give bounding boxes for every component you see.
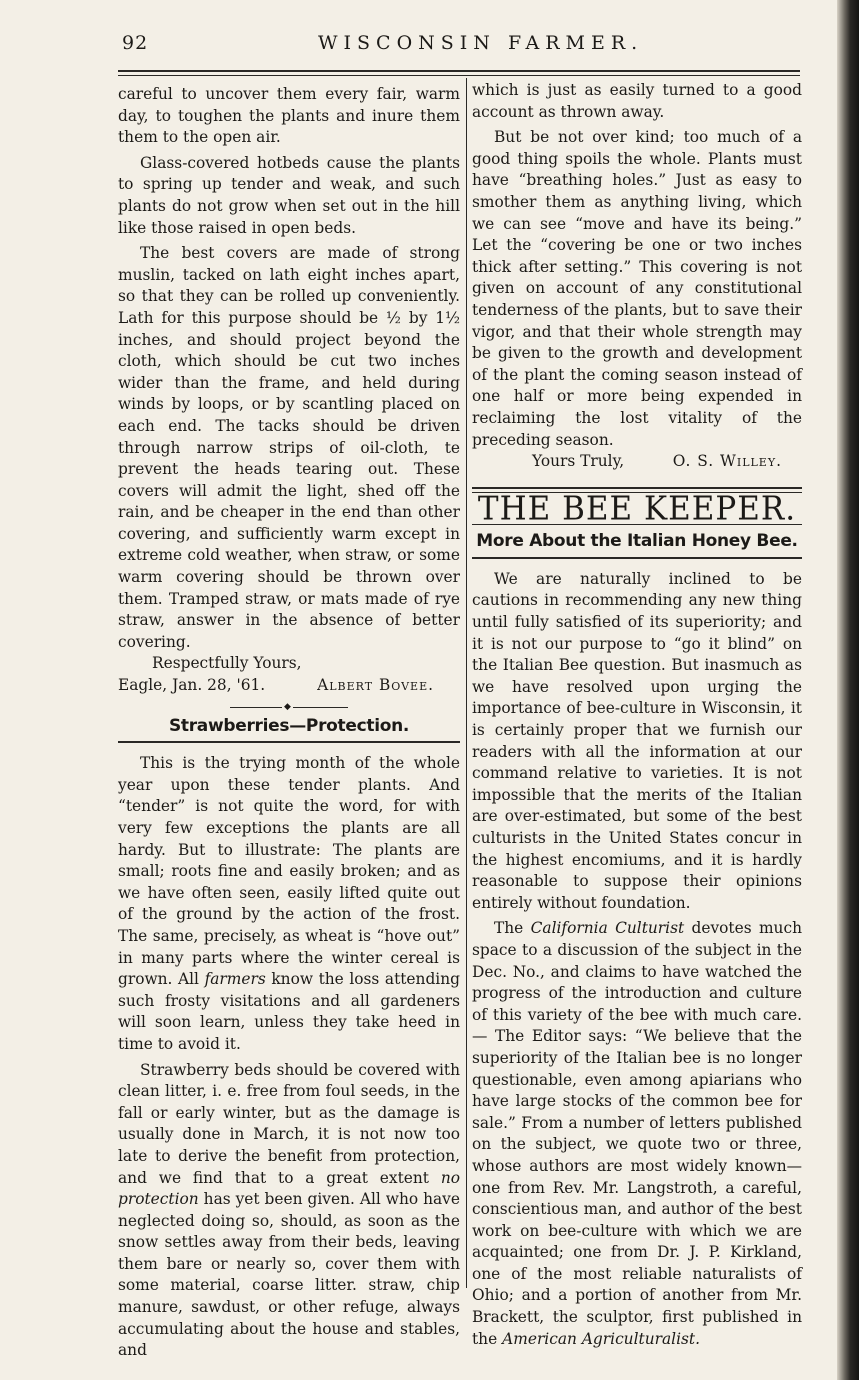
page-number: 92	[122, 32, 149, 54]
page-binding-edge	[837, 0, 859, 1380]
paragraph: The best covers are made of strong muslin, tacked on lath eight inches apart, so that they can be rolled up conveniently. Lath for this purpose should be ½ by 1½ inches, and should project beyond the cloth, which should be cut two inches wider than the frame, and held during winds by loops, or by scantling placed on each end. The tacks should be driven through narrow strips of oil-cloth, te prevent the heads tearing out. These covers will admit the light, shed off the rain, and be cheaper in the end than other covering, and sufficiently warm except in extreme cold weather, when straw, or some warm covering should be thrown over them. Tramped straw, or mats made of rye straw, answer in the absence of better covering.	[118, 244, 460, 651]
letter-closing: Respectfully Yours,	[152, 654, 302, 673]
column-divider	[466, 78, 467, 1288]
place-date: Eagle, Jan. 28, '61.	[118, 676, 266, 695]
signature-line	[472, 451, 802, 473]
department-heading: THE BEE KEEPER.	[477, 489, 797, 528]
emphasis: no protection	[118, 1168, 460, 1209]
text-run: This is the trying month of the whole year upon these tender plants. And “tender” is not quite the word, for with very few exceptions the plants are all hardy. But to illustrate: The plants are small; roots fine and easily broken; and as we have often seen, easily lifted quite out of the ground by the action of the frost. The same, precisely, as wheat is “hove out” in many parts where the winter cereal is grown. All	[118, 754, 460, 989]
running-title: WISCONSIN FARMER.	[318, 32, 644, 54]
paragraph	[472, 918, 802, 1350]
author-name: O. S. Willey.	[672, 452, 782, 471]
paragraph	[118, 753, 460, 1055]
emphasis: California Culturist	[530, 919, 685, 938]
paragraph: which is just as easily turned to a good account as thrown away.	[472, 81, 802, 121]
header-rule	[118, 70, 800, 72]
paragraph: Glass-covered hotbeds cause the plants to spring up tender and weak, and such plants do not grow when set out in the hill like those raised in open beds.	[118, 153, 460, 237]
paragraph: But be not over kind; too much of a good thing spoils the whole. Plants must have “breathing holes.” Just as easy to smother them as anything living, which we can see “move and have its being.” Let the “covering be one or two inches thick after setting.” This covering is not given on account of any constitutional tenderness of the plants, but to save their vigor, and that their whole strength may be given to the growth and development of the plant the coming season instead of one half or more being expended in reclaiming the lost vitality of the preceding season.	[472, 128, 802, 449]
paragraph: We are naturally inclined to be cautions in recommending any new thing until fully satisfied of its superiority; and it is not our purpose to “go it blind” on the Italian Bee question. But inasmuch as we have resolved upon urging the importance of bee-culture in Wisconsin, it is certainly proper that we furnish our readers with all the information at our command relative to varieties. It is not impossible that the merits of the Italian are over-estimated, but some of the best culturists in the United States concur in the highest encomiums, and it is hardly reasonable to suppose their opinions entirely without foundation.	[472, 569, 802, 912]
emphasis: American Agriculturalist.	[502, 1329, 700, 1348]
article-title: Strawberries—Protection.	[118, 716, 460, 744]
text-run: devotes much space to a discussion of the subject in the Dec. No., and claims to have watched the progress of the introduction and culture of this variety of the bee with much care.— The Editor says: “We believe that the superiority of the Italian bee is no longer questionable, even among apiarians who have large stocks of the common bee for sale.” From a number of letters published on the subject, we quote two or three, whose authors are most widely known—one from Rev. Mr. Langstroth, a careful, conscientious man, and author of the best work on bee-culture with which we are acquainted; one from Dr. J. P. Kirkland, one of the most reliable naturalists of Ohio; and a portion of another from Mr. Brackett, the sculptor, first published in the	[472, 919, 802, 1348]
left-column	[118, 84, 460, 1362]
paragraph: careful to uncover them every fair, warm day, to toughen the plants and inure them them to the open air.	[118, 85, 460, 147]
right-column	[472, 80, 802, 1350]
section-separator: ◆	[230, 707, 348, 708]
author-name: Albert Bovee.	[317, 676, 434, 695]
signature-line	[118, 675, 460, 697]
letter-closing: Yours Truly,	[532, 452, 625, 471]
text-run: The	[494, 919, 524, 938]
text-run: know the loss attending such frosty visitations and all gardeners will soon learn, unless they take heed in time to avoid it.	[118, 970, 460, 1053]
text-run: has yet been given. All who have neglected doing so, should, as soon as the snow settles away from their beds, leaving them bare or nearly so, cover them with some material, coarse litter. straw, chip manure, sawdust, or other refuge, always accumulating about the house and stables, and	[118, 1190, 460, 1360]
section-rule	[472, 487, 802, 489]
paragraph	[118, 1060, 460, 1362]
article-title: More About the Italian Honey Bee.	[472, 531, 802, 559]
emphasis: farmers	[204, 970, 266, 989]
header-rule-thin	[118, 75, 800, 76]
text-run: Strawberry beds should be covered with clean litter, i. e. free from foul seeds, in the fall or early winter, but as the damage is usually done in March, it is not now too late to derive the benefit from protection, and we find that to a great extent	[118, 1060, 460, 1187]
